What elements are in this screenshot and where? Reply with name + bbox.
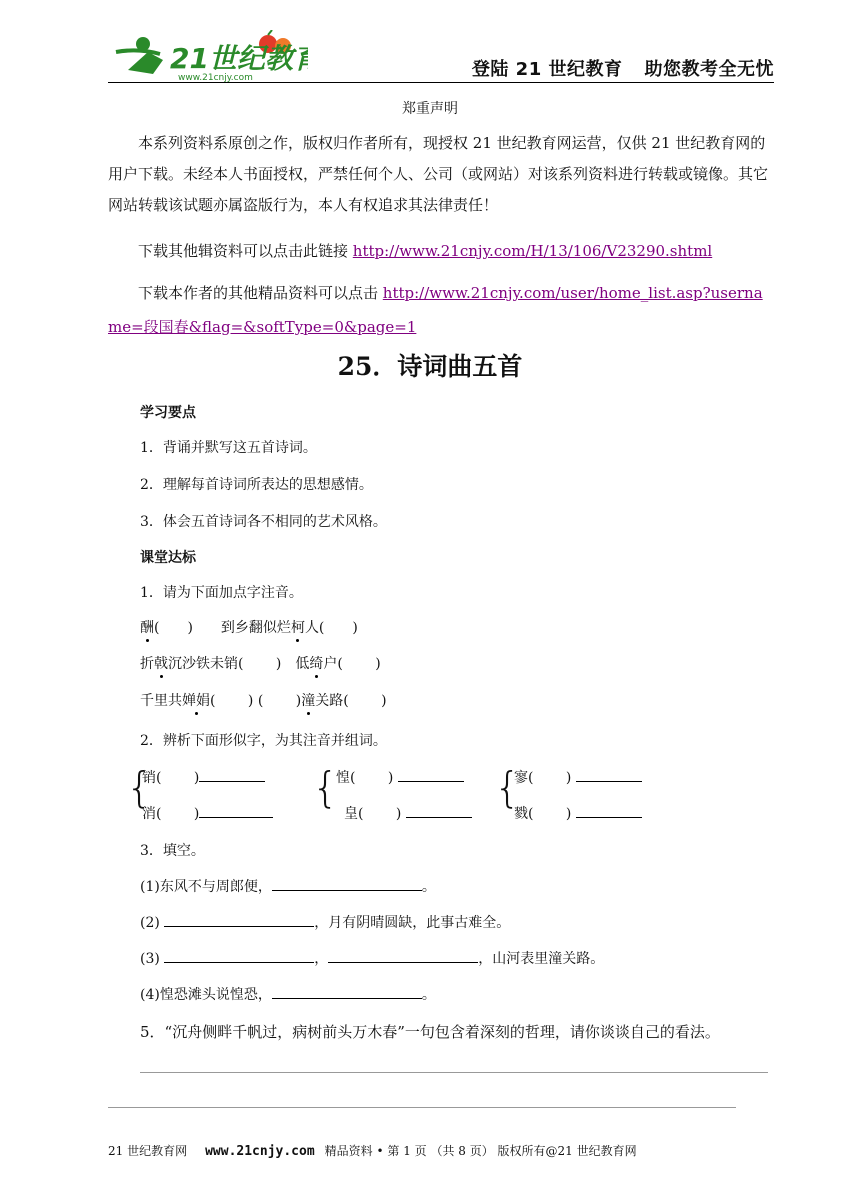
declaration-title: 郑重声明: [402, 101, 458, 117]
char-pair-item: 消( ): [142, 803, 273, 823]
question-3: 3．填空。: [140, 843, 205, 859]
section-heading-points: 学习要点: [140, 405, 196, 421]
answer-line[interactable]: [140, 1072, 768, 1073]
char-pair-item: 戮( ): [514, 803, 642, 823]
pinyin-row-1: 酬( ) 到乡翻似烂柯人( ): [140, 620, 358, 636]
char-pair-item: 销( ): [142, 767, 265, 787]
footer-url: www.21cnjy.com: [205, 1144, 315, 1159]
site-logo: [108, 30, 308, 82]
point-item: 3．体会五首诗词各不相同的艺术风格。: [140, 514, 387, 530]
answer-blank[interactable]: [272, 998, 422, 999]
pinyin-row-3: 千里共婵娟( ) ( )潼关路( ): [140, 693, 387, 709]
link-paragraph-2: [108, 276, 774, 344]
brace-icon: {: [494, 763, 521, 812]
footer-info: 精品资料 • 第 1 页 （共 8 页） 版权所有@21 世纪教育网: [324, 1144, 637, 1158]
answer-blank[interactable]: [272, 890, 422, 891]
question-1: 1．请为下面加点字注音。: [140, 585, 303, 601]
char-pair-item: 惶( ): [336, 767, 464, 787]
section-heading-exercises: 课堂达标: [140, 550, 196, 566]
brace-icon: {: [312, 763, 339, 812]
fill-item: (2) ，月有阴晴圆缺，此事古难全。: [140, 915, 511, 931]
answer-blank[interactable]: [328, 962, 478, 963]
answer-blank[interactable]: [164, 926, 314, 927]
pinyin-row-2: 折戟沉沙铁未销( ) 低绮户( ): [140, 656, 381, 672]
point-item: 1．背诵并默写这五首诗词。: [140, 440, 317, 456]
declaration-paragraph: 本系列资料系原创之作，版权归作者所有，现授权 21 世纪教育网运营，仅供 21 世纪教育网的用户下载。未经本人书面授权，严禁任何个人、公司（或网站）对该系列资料进行转载或镜像。其它网站转载该试题亦属盗版行为，本人有权追求其法律责任！: [108, 134, 769, 214]
link-paragraph-1: [108, 236, 774, 267]
question-2: 2．辨析下面形似字，为其注音并组词。: [140, 733, 387, 749]
logo-graphic: [108, 30, 308, 82]
logo-url: www.21cnjy.com: [178, 73, 253, 82]
footer-divider: [108, 1107, 736, 1108]
char-pair-item: 皇( ): [344, 803, 472, 823]
header-divider: [108, 82, 774, 83]
brace-icon: {: [126, 763, 153, 812]
series-link[interactable]: http://www.21cnjy.com/H/13/106/V23290.shtml: [352, 242, 713, 260]
answer-blank[interactable]: [164, 962, 314, 963]
logo-text: 21世纪教育: [170, 42, 308, 75]
slogan-right: 助您教考全无忧: [644, 59, 774, 80]
footer-site: 21 世纪教育网: [108, 1144, 188, 1158]
fill-item: (4)惶恐滩头说惶恐， 。: [140, 987, 436, 1003]
fill-item: (3) ， ，山河表里潼关路。: [140, 951, 605, 967]
point-item: 2．理解每首诗词所表达的思想感情。: [140, 477, 373, 493]
slogan-left: 登陆 21 世纪教育: [471, 59, 623, 80]
link-1-prefix: 下载其他辑资料可以点击此链接: [138, 242, 353, 260]
lesson-title: 25．诗词曲五首: [337, 352, 523, 381]
fill-item: (1)东风不与周郎便， 。: [140, 879, 436, 895]
page-footer: [108, 1142, 637, 1159]
header-slogan: [450, 55, 774, 81]
question-5: 5．“沉舟侧畔千帆过，病树前头万木春”一句包含着深刻的哲理，请你谈谈自己的看法。: [140, 1023, 720, 1041]
char-pair-item: 寥( ): [514, 767, 642, 787]
link-2-prefix: 下载本作者的其他精品资料可以点击: [138, 284, 383, 302]
author-link[interactable]: http://www.21cnjy.com/user/home_list.asp?username=段国春&flag=&softType=0&page=1: [108, 284, 763, 336]
